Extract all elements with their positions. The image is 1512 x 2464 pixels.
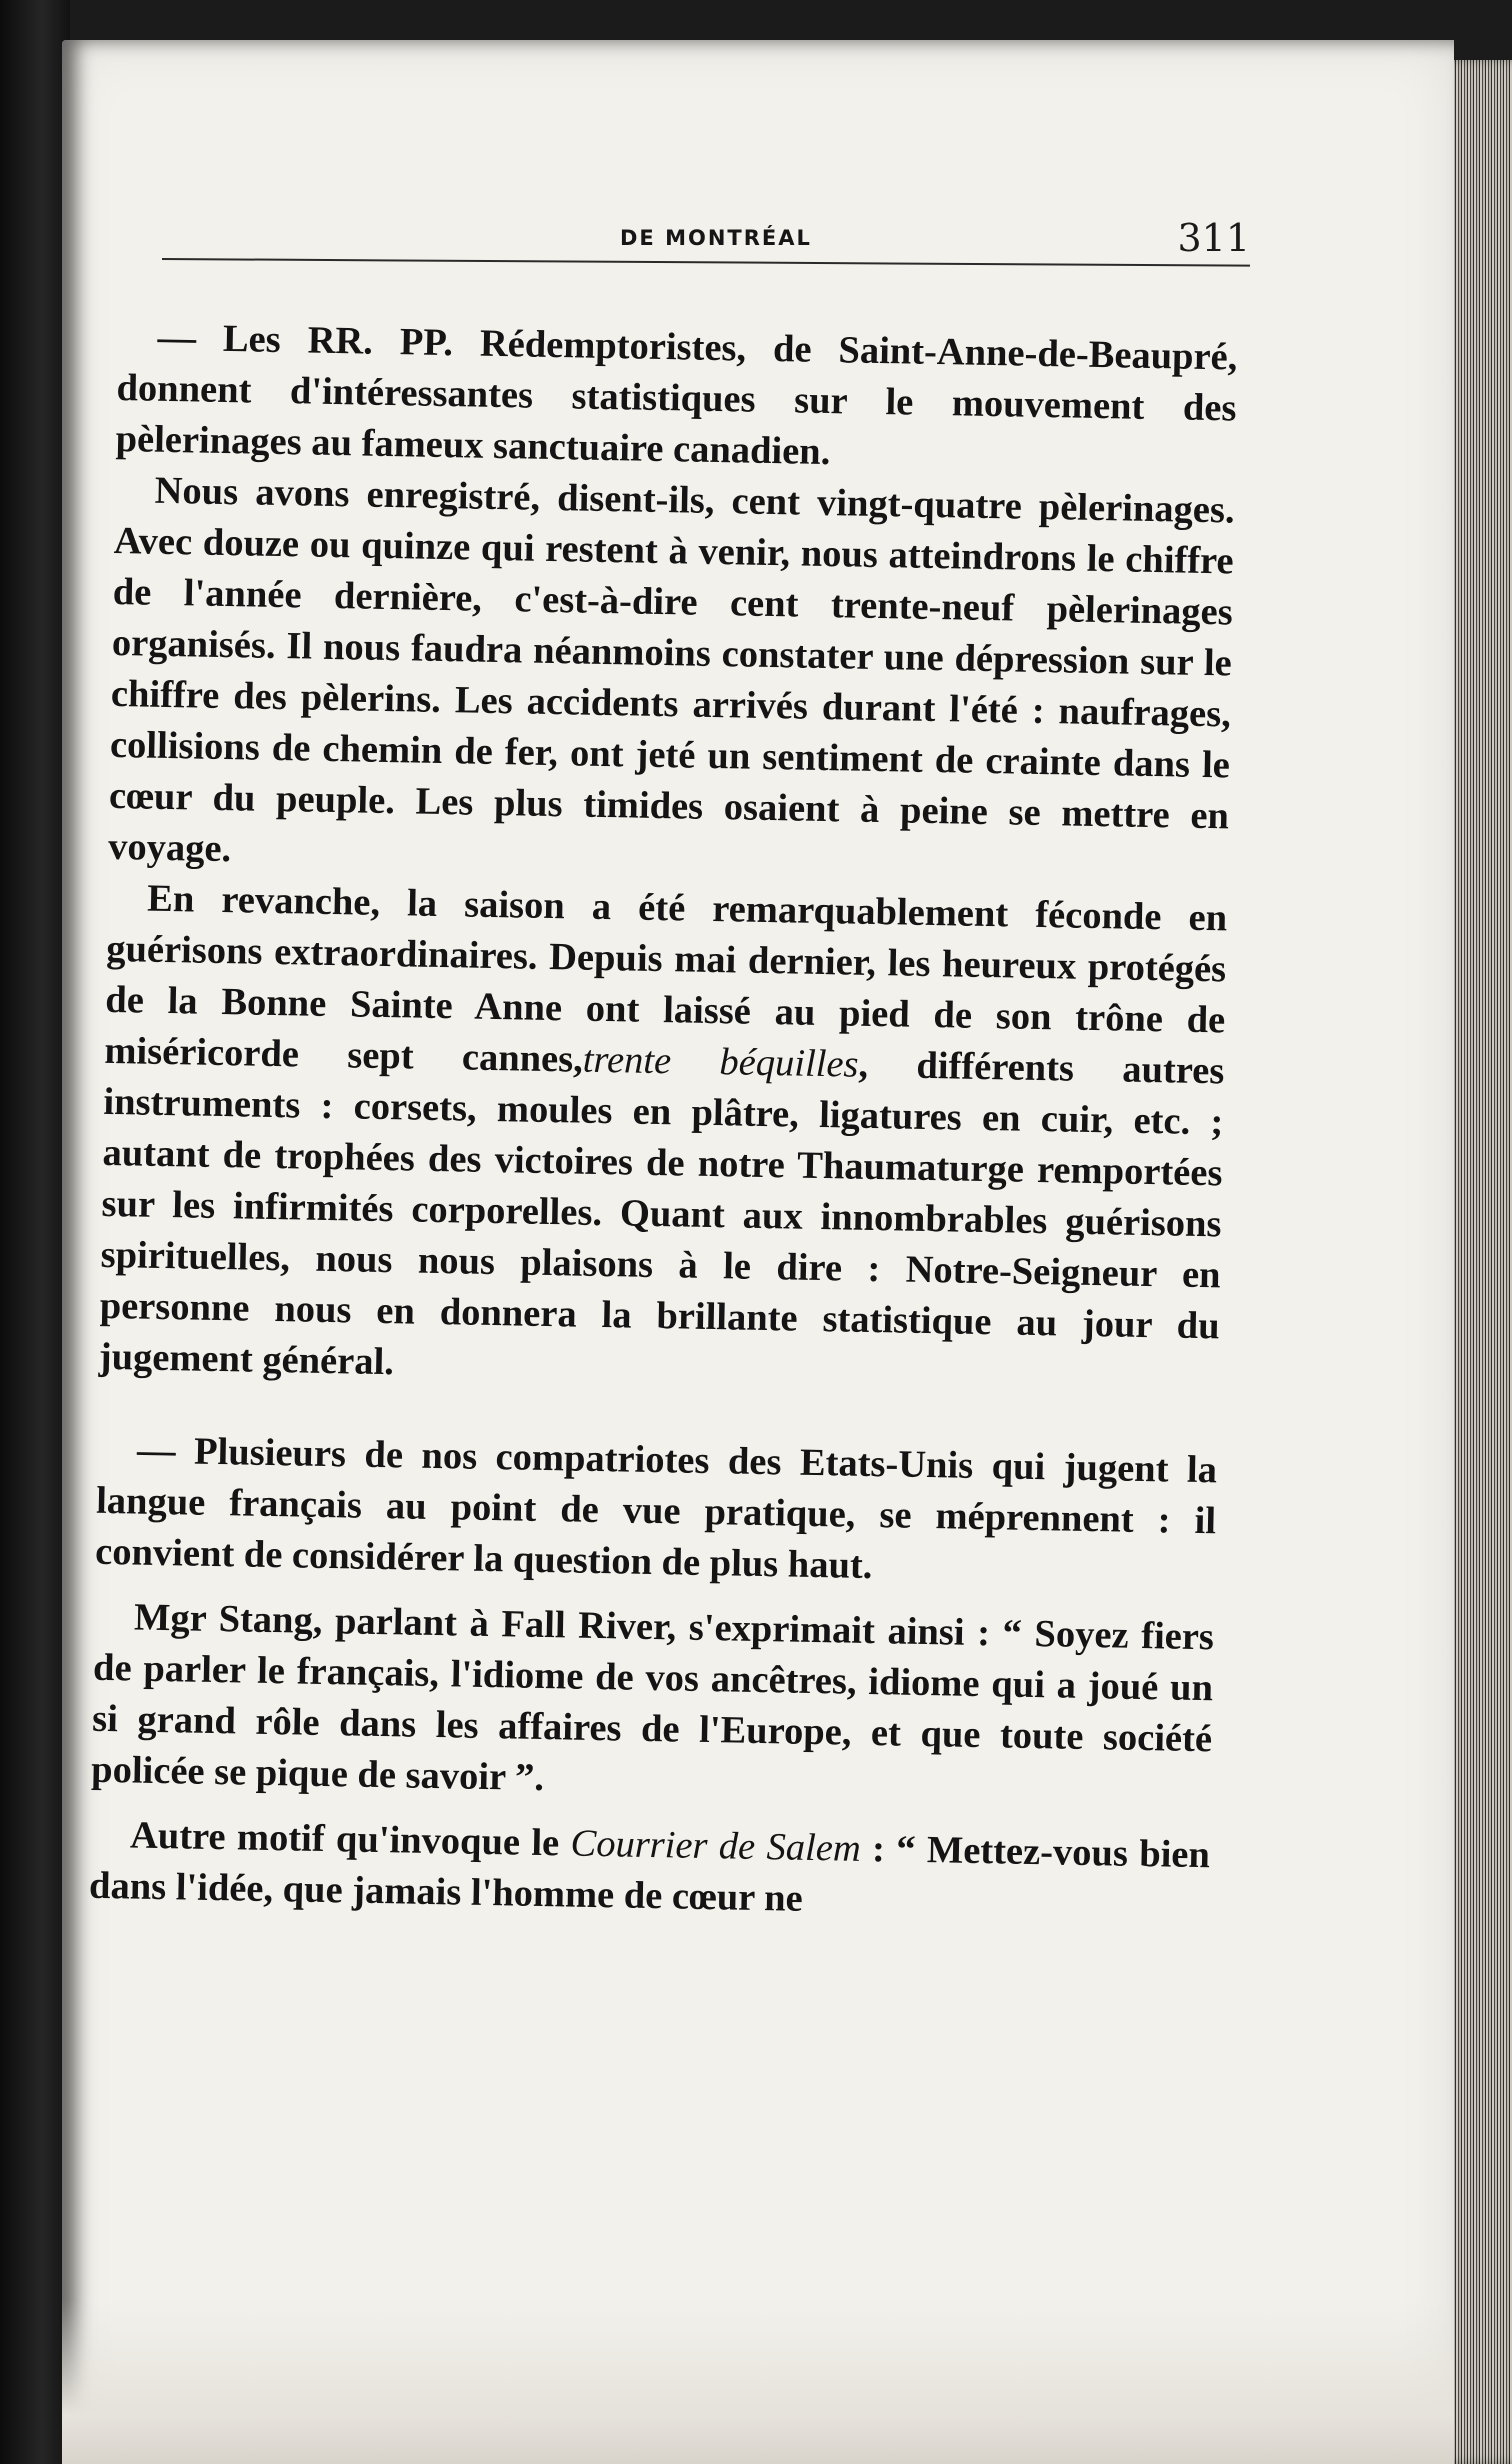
paragraph-compatriotes: — Plusieurs de nos compatriotes des Etats-Unis qui jugent la langue français au point de vue pratique, se méprennent : il convient de considérer la question de plus haut. [94, 1429, 1218, 1588]
paragraph-guerisons [98, 873, 1227, 1403]
scan-border [0, 0, 70, 2464]
page-number: 311 [1177, 216, 1250, 260]
italic-title: Courrier de Salem [570, 1822, 862, 1870]
paragraph-redemptoristes: — Les RR. PP. Rédemptoristes, de Saint-Anne-de-Beaupré, donnent d'intéressantes statistiques sur le mouvement des pèlerinages au fameux sanctuaire canadien. [115, 316, 1238, 474]
paragraph-mgr-stang: Mgr Stang, parlant à Fall River, s'exprimait ainsi : “ Soyez fiers de parler le français, l'idiome de vos ancêtres, idiome qui a joué un si grand rôle dans les affaires de l'Europe, et que toute société policée se pique de savoir ”. [90, 1596, 1215, 1800]
paragraph-pelerinages: Nous avons enregistré, disent-ils, cent vingt-quatre pèlerinages. Avec douze ou quinze qui restent à venir, nous atteindrons le chiffre de l'année dernière, c'est-à-dire cent trente-neuf pèlerinages organisés. Il nous faudra néanmoins constater une dépression sur le chiffre des pèlerins. Les accidents arrivés durant l'été : naufrages, collisions de chemin de fer, ont jeté un sentiment de crainte dans le cœur du peuple. Les plus timides osaient à peine se mettre en voyage. [107, 469, 1235, 871]
paragraph-courrier [89, 1810, 1211, 1933]
running-title: DE MONTRÉAL [620, 226, 812, 250]
paragraph-courrier-end: : “ Mettez-vous bien dans l'idée, que jamais l'homme de cœur ne [88, 1827, 1211, 1920]
paragraph-guerisons-end: , différents autres instruments : corsets, moules en plâtre, ligatures en cuir, etc. ; autant de trophées des victoires de notre Thaumaturge remportées sur les infirmités corporelles. Quant aux innombrables guérisons spirituelles, nous nous plaisons à le dire : Notre-Seigneur en personne nous en donnera la brillante statistique au jour du jugement général. [98, 1043, 1225, 1384]
italic-phrase: trente béquilles [582, 1038, 859, 1086]
paragraph-courrier-start: Autre motif qu'invoque le [129, 1814, 572, 1865]
page-bottom-shadow [62, 2300, 1454, 2464]
paragraph-guerisons-start: En revanche, la saison a été remarquablement féconde en guérisons extraordinaires. Depuis mai dernier, les heureux protégés de la Bonne Sainte Anne ont laissé au pied de son trône de miséricorde sept cannes, [104, 877, 1228, 1081]
body-text [89, 312, 1238, 1932]
